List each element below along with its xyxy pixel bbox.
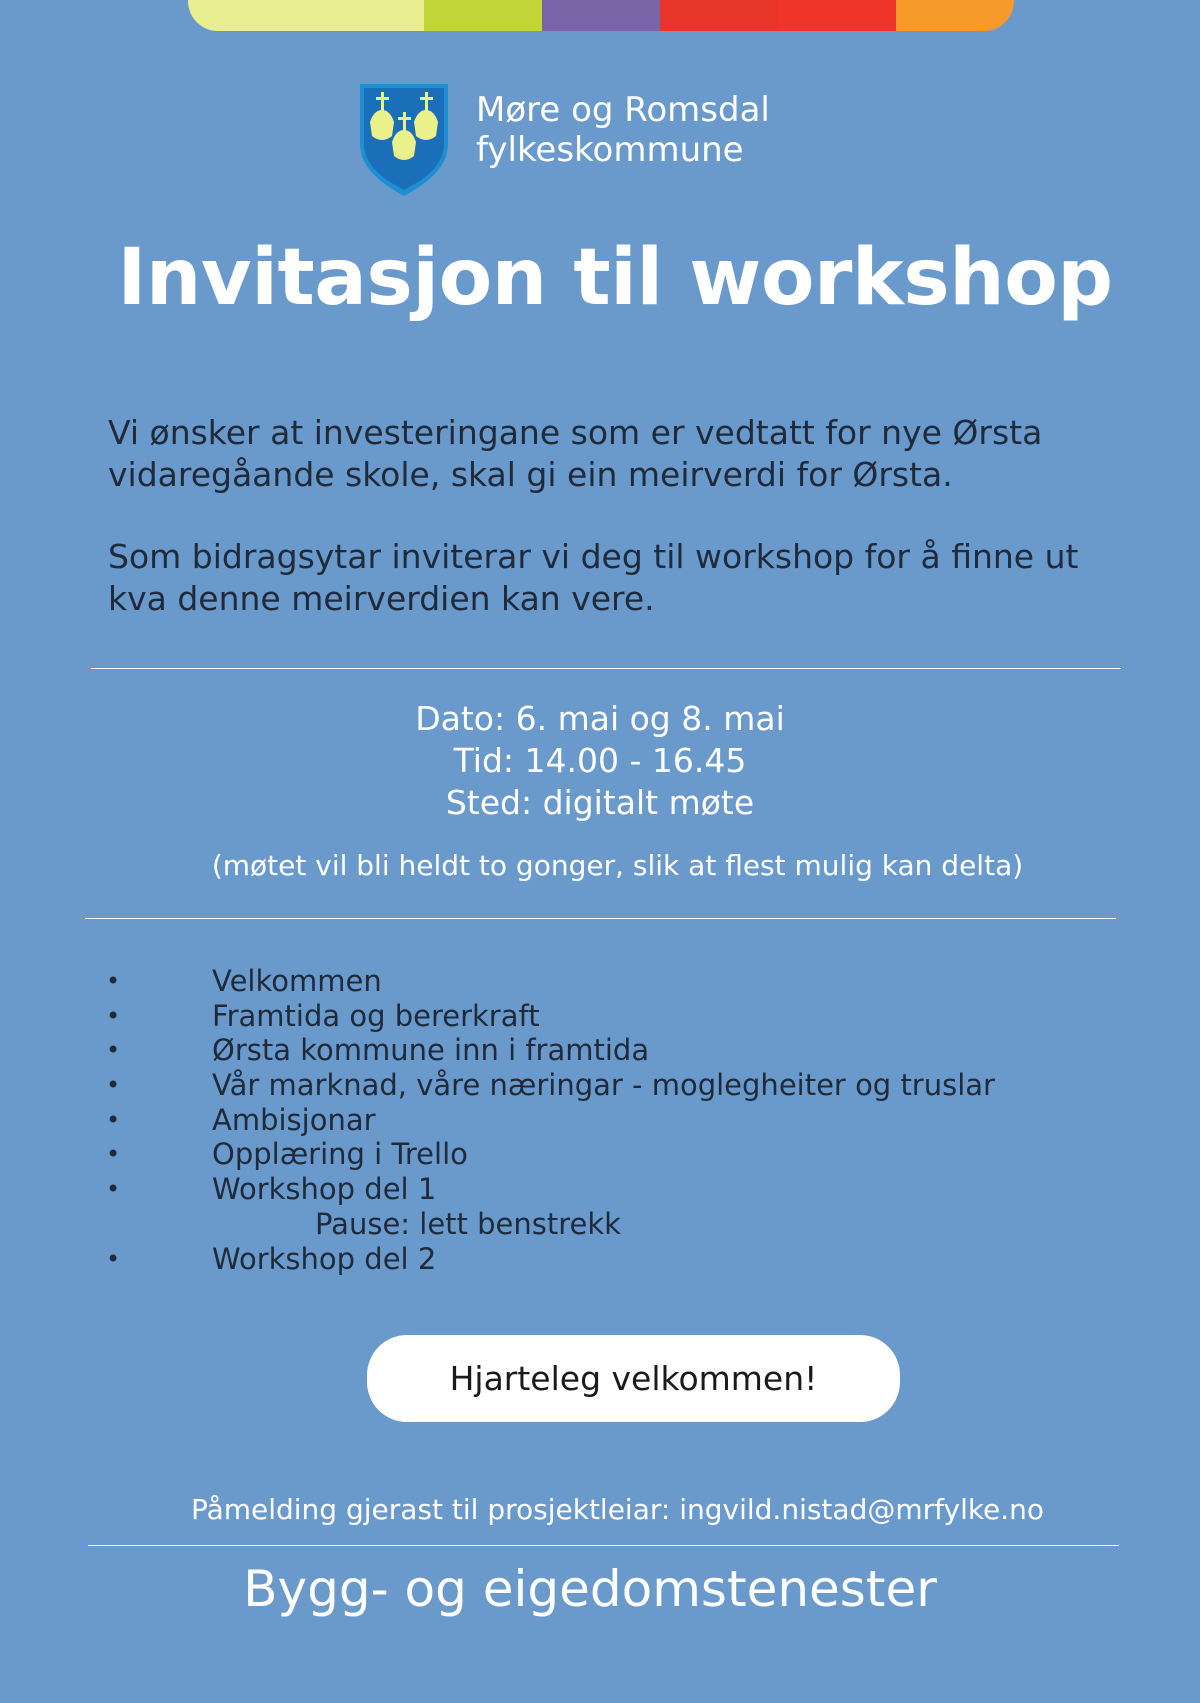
page-title: Invitasjon til workshop bbox=[117, 233, 1113, 323]
event-note: (møtet vil bli heldt to gonger, slik at flest mulig kan delta) bbox=[211, 849, 1024, 882]
bullet: • bbox=[106, 1244, 121, 1273]
agenda-item bbox=[0, 1137, 1200, 1172]
org-name-line-2: fylkeskommune bbox=[476, 130, 744, 170]
agenda-item-label: Velkommen bbox=[212, 964, 382, 998]
divider-middle bbox=[85, 918, 1116, 919]
event-place: Sted: digitalt møte bbox=[445, 783, 755, 822]
agenda-item-label: Ambisjonar bbox=[212, 1102, 376, 1137]
bullet: • bbox=[106, 1175, 121, 1204]
bullet: • bbox=[106, 1036, 121, 1065]
agenda-item-label: Framtida og bererkraft bbox=[212, 998, 540, 1033]
agenda-item-label: Ørsta kommune inn i framtida bbox=[212, 1033, 650, 1068]
agenda-item-label: Opplæring i Trello bbox=[212, 1137, 468, 1172]
department-name: Bygg- og eigedomstenester bbox=[243, 1560, 937, 1618]
bullet: • bbox=[106, 967, 121, 995]
bullet: • bbox=[106, 1071, 121, 1100]
agenda-item bbox=[0, 964, 1200, 999]
org-name-line-1: Møre og Romsdal bbox=[476, 90, 770, 130]
bullet: • bbox=[106, 1001, 121, 1030]
bullet: • bbox=[106, 1105, 121, 1134]
agenda-item-label: Workshop del 1 bbox=[212, 1172, 437, 1207]
divider-top bbox=[91, 668, 1121, 669]
welcome-banner: Hjarteleg velkommen! bbox=[367, 1335, 900, 1422]
agenda-item-label: Pause: lett benstrekk bbox=[315, 1206, 621, 1241]
divider-bottom bbox=[88, 1545, 1119, 1546]
agenda-item bbox=[0, 999, 1200, 1034]
agenda-sub-item bbox=[0, 1207, 1200, 1242]
event-details bbox=[0, 698, 1200, 824]
agenda-item bbox=[0, 1242, 1200, 1277]
intro-text bbox=[108, 412, 1138, 660]
agenda-item-label: Vår marknad, våre næringar - moglegheiter og truslar bbox=[212, 1068, 995, 1103]
intro-paragraph-1: Vi ønsker at investeringane som er vedtatt for nye Ørsta vidaregåande skole, skal gi ein meirverdi for Ørsta. bbox=[108, 413, 1043, 494]
agenda-item bbox=[0, 1172, 1200, 1207]
coat-of-arms-logo bbox=[358, 82, 450, 198]
rainbow-banner bbox=[188, 0, 1014, 31]
agenda-item-label: Workshop del 2 bbox=[212, 1241, 437, 1276]
signup-info: Påmelding gjerast til prosjektleiar: ingvild.nistad@mrfylke.no bbox=[190, 1493, 1045, 1526]
event-time: Tid: 14.00 - 16.45 bbox=[453, 741, 747, 780]
event-date: Dato: 6. mai og 8. mai bbox=[415, 699, 785, 738]
agenda-item bbox=[0, 1068, 1200, 1103]
bullet: • bbox=[106, 1140, 121, 1169]
intro-paragraph-2: Som bidragsytar inviterar vi deg til workshop for å finne ut kva denne meirverdien kan vere. bbox=[108, 537, 1079, 618]
agenda-item bbox=[0, 1103, 1200, 1138]
agenda-list bbox=[0, 964, 1200, 1276]
agenda-item bbox=[0, 1033, 1200, 1068]
organization-name bbox=[476, 90, 770, 170]
